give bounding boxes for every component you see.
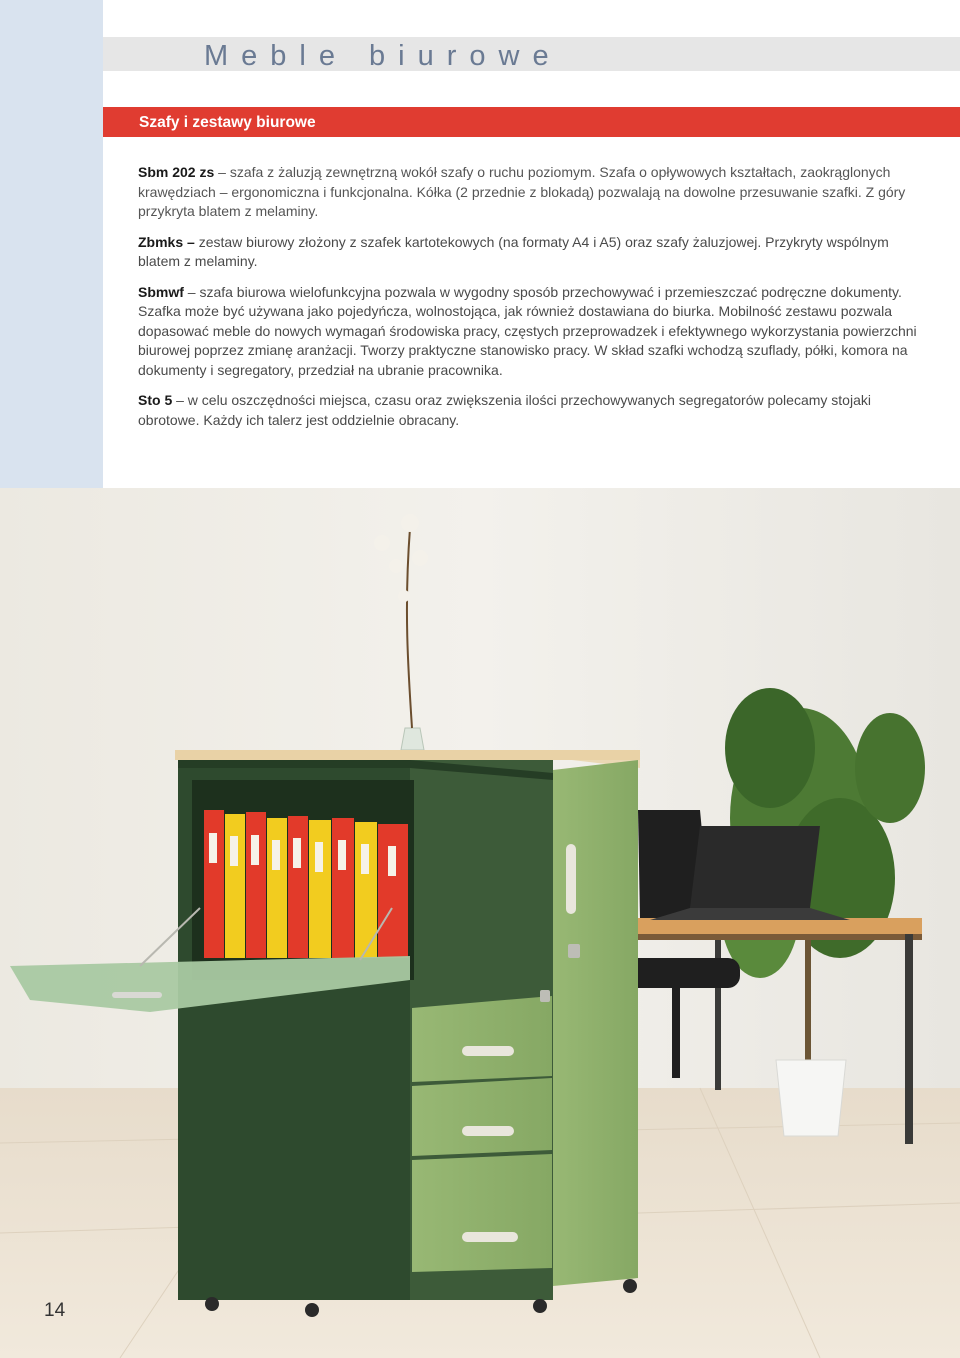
paragraph-sbmwf — [138, 283, 918, 381]
product-description: – szafa biurowa wielofunkcyjna pozwala w wygodny sposób przechowywać i przemieszczać podręczne dokumenty. Szafka może być używana jako pojedyńcza, wolnostojąca, jak również dostawiana do biurka. Mobilność zestawu pozwala dopasować meble do nowych wymagań środowiska pracy, częstych przeprowadzek i efektywnego wykorzystania powierzchni biurowej poprzez zmianę aranżacji. Tworzy praktyczne stanowisko pracy. W skład szafki wchodzą szuflady, półki, komora na dokumenty i segregatory, przedział na ubranie pracownika. — [138, 283, 917, 378]
cabinet-top-front — [175, 750, 640, 760]
product-term: Sbm 202 zs — [138, 164, 215, 180]
paragraph-sto-5 — [138, 391, 918, 430]
flap-handle — [112, 992, 162, 998]
drawer-lock — [540, 990, 550, 1002]
page-title: Meble biurowe — [204, 40, 562, 72]
left-sidebar-band — [0, 0, 103, 488]
description-text — [138, 163, 918, 441]
product-description: – szafa z żaluzją zewnętrzną wokół szafy o ruchu poziomym. Szafa o opływowych kształtach, zaokrąglonych krawędziach – ergonomiczna i funkcjonalna. Kółka (2 przednie z blokadą) pozwalają na dowolne przesuwanie szafki. Z góry przykryta blatem z melaminy. — [138, 164, 906, 219]
door-handle — [566, 844, 576, 914]
paragraph-sbm-202-zs — [138, 163, 918, 222]
product-term: Zbmks – — [138, 233, 195, 250]
section-title: Szafy i zestawy biurowe — [139, 114, 316, 131]
door-lock — [568, 944, 580, 958]
wardrobe-door — [553, 760, 638, 1286]
drawers — [412, 996, 552, 1272]
product-term: Sbmwf — [138, 283, 184, 300]
product-description: – w celu oszczędności miejsca, czasu oraz zwiększenia ilości przechowywanych segregatorów polecamy stojaki obrotowe. Każdy ich talerz jest oddzielnie obracany. — [138, 392, 871, 428]
product-term: Sto 5 — [138, 392, 173, 408]
page-number: 14 — [44, 1300, 66, 1321]
paragraph-zbmks — [138, 233, 918, 272]
plant-pot — [776, 1060, 846, 1136]
product-description: zestaw biurowy złożony z szafek kartotekowych (na formaty A4 i A5) oraz szafy żaluzjowej. Przykryty wspólnym blatem z melaminy. — [138, 233, 889, 269]
office-furniture-photo — [0, 488, 960, 1358]
